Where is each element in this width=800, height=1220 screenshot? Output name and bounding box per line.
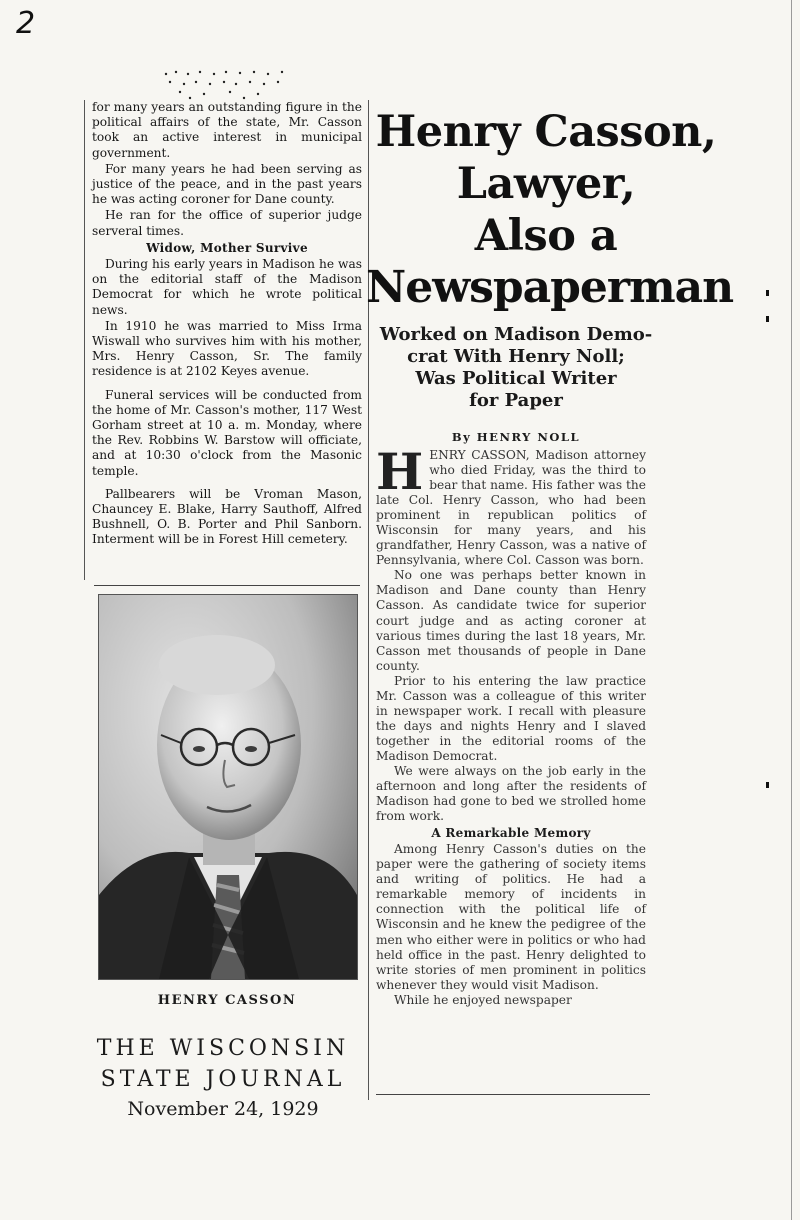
section-rule — [94, 585, 360, 586]
deck-line: crat With Henry Noll; — [407, 346, 625, 367]
byline: By HENRY NOLL — [451, 430, 581, 444]
paragraph: He ran for the office of superior judge serveral times. — [92, 208, 362, 238]
photo-caption: HENRY CASSON — [157, 993, 297, 1008]
margin-mark — [766, 782, 769, 788]
paragraph: In 1910 he was married to Miss Irma Wiswall who survives him with his mother, Mrs. Henry Casson, Sr. The family residence is at 2102 Keyes avenue. — [92, 318, 362, 379]
drop-cap: H — [376, 442, 424, 501]
headline — [366, 106, 734, 314]
headline-line: Newspaperman — [366, 262, 734, 313]
perforation-dots — [160, 68, 290, 102]
margin-mark — [766, 290, 769, 296]
page-edge — [791, 0, 792, 1220]
deck-line: for Paper — [469, 390, 563, 411]
deck-line: Worked on Madison Demo- — [379, 324, 653, 345]
headline-line: Also a — [474, 211, 618, 261]
paragraph: For many years he had been serving as justice of the peace, and in the past years he was acting coroner for Dane county. — [92, 161, 362, 207]
masthead-line-2: STATE JOURNAL — [100, 1067, 346, 1092]
paragraph: While he enjoyed newspaper — [394, 992, 572, 1007]
paragraph: Funeral services will be conducted from the home of Mr. Casson's mother, 117 West Gorham street at 10 a. m. Monday, where the Rev. Robbins W. Barstow will officiate, and at 10:30 o'clock from the Masonic temple. — [92, 387, 362, 478]
end-rule — [376, 1094, 650, 1095]
headline-line: Lawyer, — [456, 159, 636, 209]
paragraph: No one was perhaps better known in Madison and Dane county than Henry Casson. As candidate twice for superior court judge and as acting coroner at various times during the last 18 years, Mr. Casson met thousands of people in Dane county. — [376, 568, 646, 673]
portrait-photo — [98, 594, 358, 980]
paragraph: Prior to his entering the law practice Mr. Casson was a colleague of this writer in newspaper work. I recall with pleasure the days and nights Henry and I slaved together in the editorial rooms of the Madison Democrat. — [376, 673, 646, 763]
subhead-widow: Widow, Mother Survive — [146, 240, 308, 255]
lead-text: ENRY CASSON, Madison attorney who died Friday, was the third to bear that name. His father was the late Col. Henry Casson, who had been prominent in republican politics of Wisconsin for many years, and his grandfather, Henry Casson, was a native of Pennsylvania, where Col. Casson was born. — [376, 448, 646, 568]
lead-paragraph — [376, 442, 646, 568]
subheadline-deck — [366, 324, 666, 412]
margin-mark — [766, 316, 769, 322]
paragraph: During his early years in Madison he was on the editorial staff of the Madison Democrat for which he wrote political news. — [92, 257, 362, 317]
paragraph: for many years an outstanding figure in the political affairs of the state, Mr. Casson took an active interest in municipal government. — [92, 100, 362, 160]
paragraph: Pallbearers will be Vroman Mason, Chauncey E. Blake, Harry Sauthoff, Alfred Bushnell, O. B. Porter and Phil Sanborn. Interment will be in Forest Hill cemetery. — [92, 486, 362, 547]
paragraph: Among Henry Casson's duties on the paper were the gathering of society items and writing of politics. He had a remarkable memory of incidents in connection with the political life of Wisconsin and he knew the pedigree of the men who either were in politics or who had held office in the past. Henry delighted to write stories of men prominent in politics whenever they would visit Madison. — [376, 842, 646, 992]
left-column — [92, 100, 362, 548]
left-margin-rule — [84, 100, 85, 580]
headline-line: Henry Casson, — [375, 107, 717, 157]
paragraph: We were always on the job early in the afternoon and long after the residents of Madison had gone to bed we strolled home from work. — [376, 763, 646, 824]
right-column — [376, 442, 646, 1008]
masthead-line-1: THE WISCONSIN — [96, 1036, 350, 1061]
masthead-date: November 24, 1929 — [127, 1098, 319, 1120]
page-number: 2 — [16, 6, 36, 41]
subhead-memory: A Remarkable Memory — [431, 826, 591, 841]
deck-line: Was Political Writer — [415, 368, 617, 389]
